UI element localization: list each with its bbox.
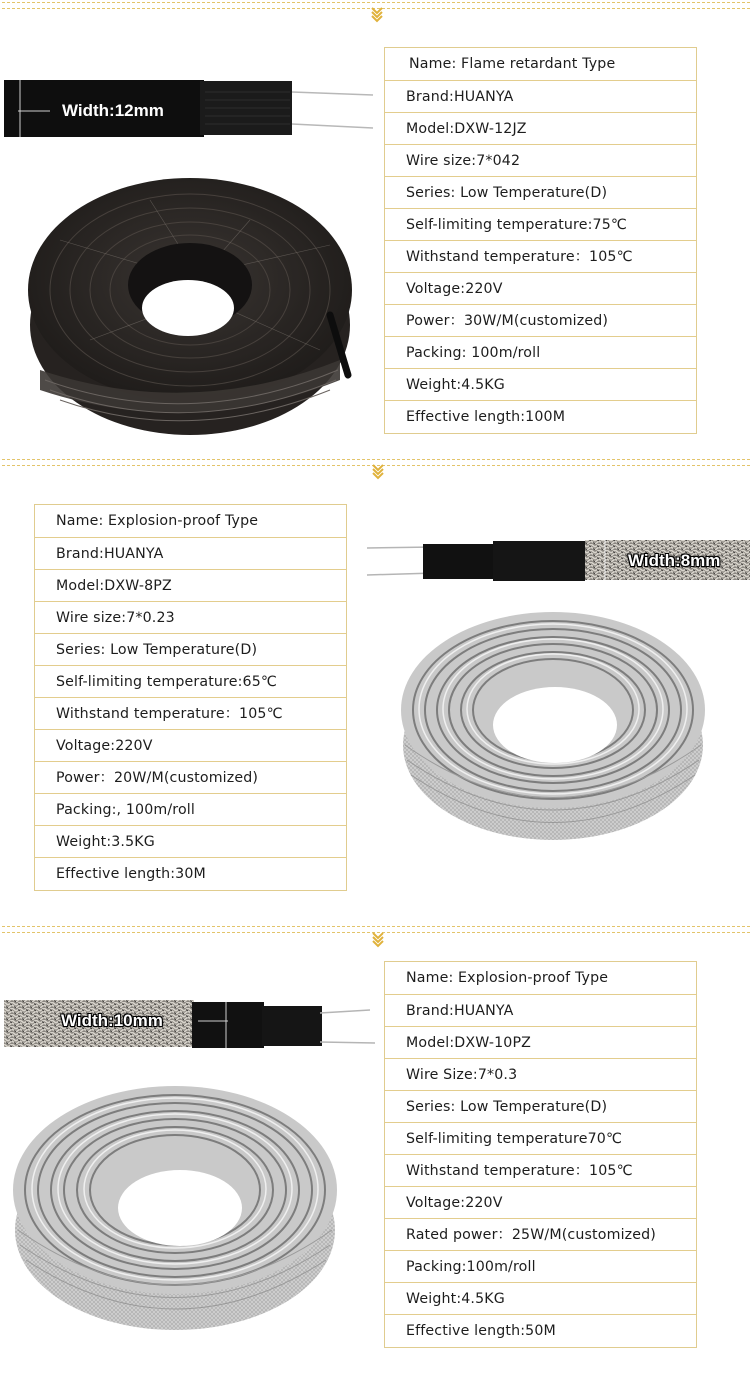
spec-wire-size: Wire Size:7*0.3 (385, 1058, 696, 1090)
spec-wire-size: Wire size:7*0.23 (35, 601, 346, 633)
spec-power: Power：20W/M(customized) (35, 761, 346, 793)
spec-name: Name: Explosion-proof Type (56, 513, 259, 529)
spec-packing: Packing:, 100m/roll (35, 793, 346, 825)
spec-brand: Brand:HUANYA (385, 80, 696, 112)
spec-packing: Packing: 100m/roll (385, 336, 696, 368)
spec-packing: Packing:100m/roll (385, 1250, 696, 1282)
spec-series: Series: Low Temperature(D) (385, 1090, 696, 1122)
wheat-chevron-icon (371, 464, 385, 480)
spec-table-explosion-proof-10mm (384, 961, 697, 1348)
spec-effective-length: Effective length:100M (385, 400, 696, 432)
spec-voltage: Voltage:220V (385, 272, 696, 304)
spec-voltage: Voltage:220V (385, 1186, 696, 1218)
cable-photo-10mm (0, 990, 380, 1370)
spec-model: Model:DXW-12JZ (385, 112, 696, 144)
spec-name: Name: Explosion-proof Type (406, 970, 609, 986)
spec-table-explosion-proof-8mm (34, 504, 347, 891)
spec-self-limiting-temp: Self-limiting temperature70℃ (385, 1122, 696, 1154)
spec-withstand-temp: Withstand temperature：105℃ (35, 697, 346, 729)
width-label: Width:10mm (61, 1011, 163, 1030)
spec-self-limiting-temp: Self-limiting temperature:75℃ (385, 208, 696, 240)
spec-weight: Weight:3.5KG (35, 825, 346, 857)
spec-name: Name: Flame retardant Type (409, 56, 616, 72)
width-label: Width:12mm (62, 101, 164, 120)
spec-voltage: Voltage:220V (35, 729, 346, 761)
spec-model: Model:DXW-8PZ (35, 569, 346, 601)
spec-power: Rated power：25W/M(customized) (385, 1218, 696, 1250)
spec-brand: Brand:HUANYA (35, 537, 346, 569)
cable-photo-12mm (0, 40, 380, 450)
spec-brand: Brand:HUANYA (385, 994, 696, 1026)
cable-photo-8mm (355, 520, 750, 900)
spec-withstand-temp: Withstand temperature：105℃ (385, 1154, 696, 1186)
spec-weight: Weight:4.5KG (385, 368, 696, 400)
wheat-chevron-icon (370, 7, 384, 23)
spec-weight: Weight:4.5KG (385, 1282, 696, 1314)
spec-table-flame-retardant (384, 47, 697, 434)
spec-effective-length: Effective length:30M (35, 857, 346, 889)
width-label: Width:8mm (628, 551, 721, 570)
spec-series: Series: Low Temperature(D) (385, 176, 696, 208)
spec-wire-size: Wire size:7*042 (385, 144, 696, 176)
spec-model: Model:DXW-10PZ (385, 1026, 696, 1058)
wheat-chevron-icon (371, 932, 385, 948)
spec-effective-length: Effective length:50M (385, 1314, 696, 1346)
spec-power: Power：30W/M(customized) (385, 304, 696, 336)
spec-withstand-temp: Withstand temperature：105℃ (385, 240, 696, 272)
spec-series: Series: Low Temperature(D) (35, 633, 346, 665)
spec-self-limiting-temp: Self-limiting temperature:65℃ (35, 665, 346, 697)
